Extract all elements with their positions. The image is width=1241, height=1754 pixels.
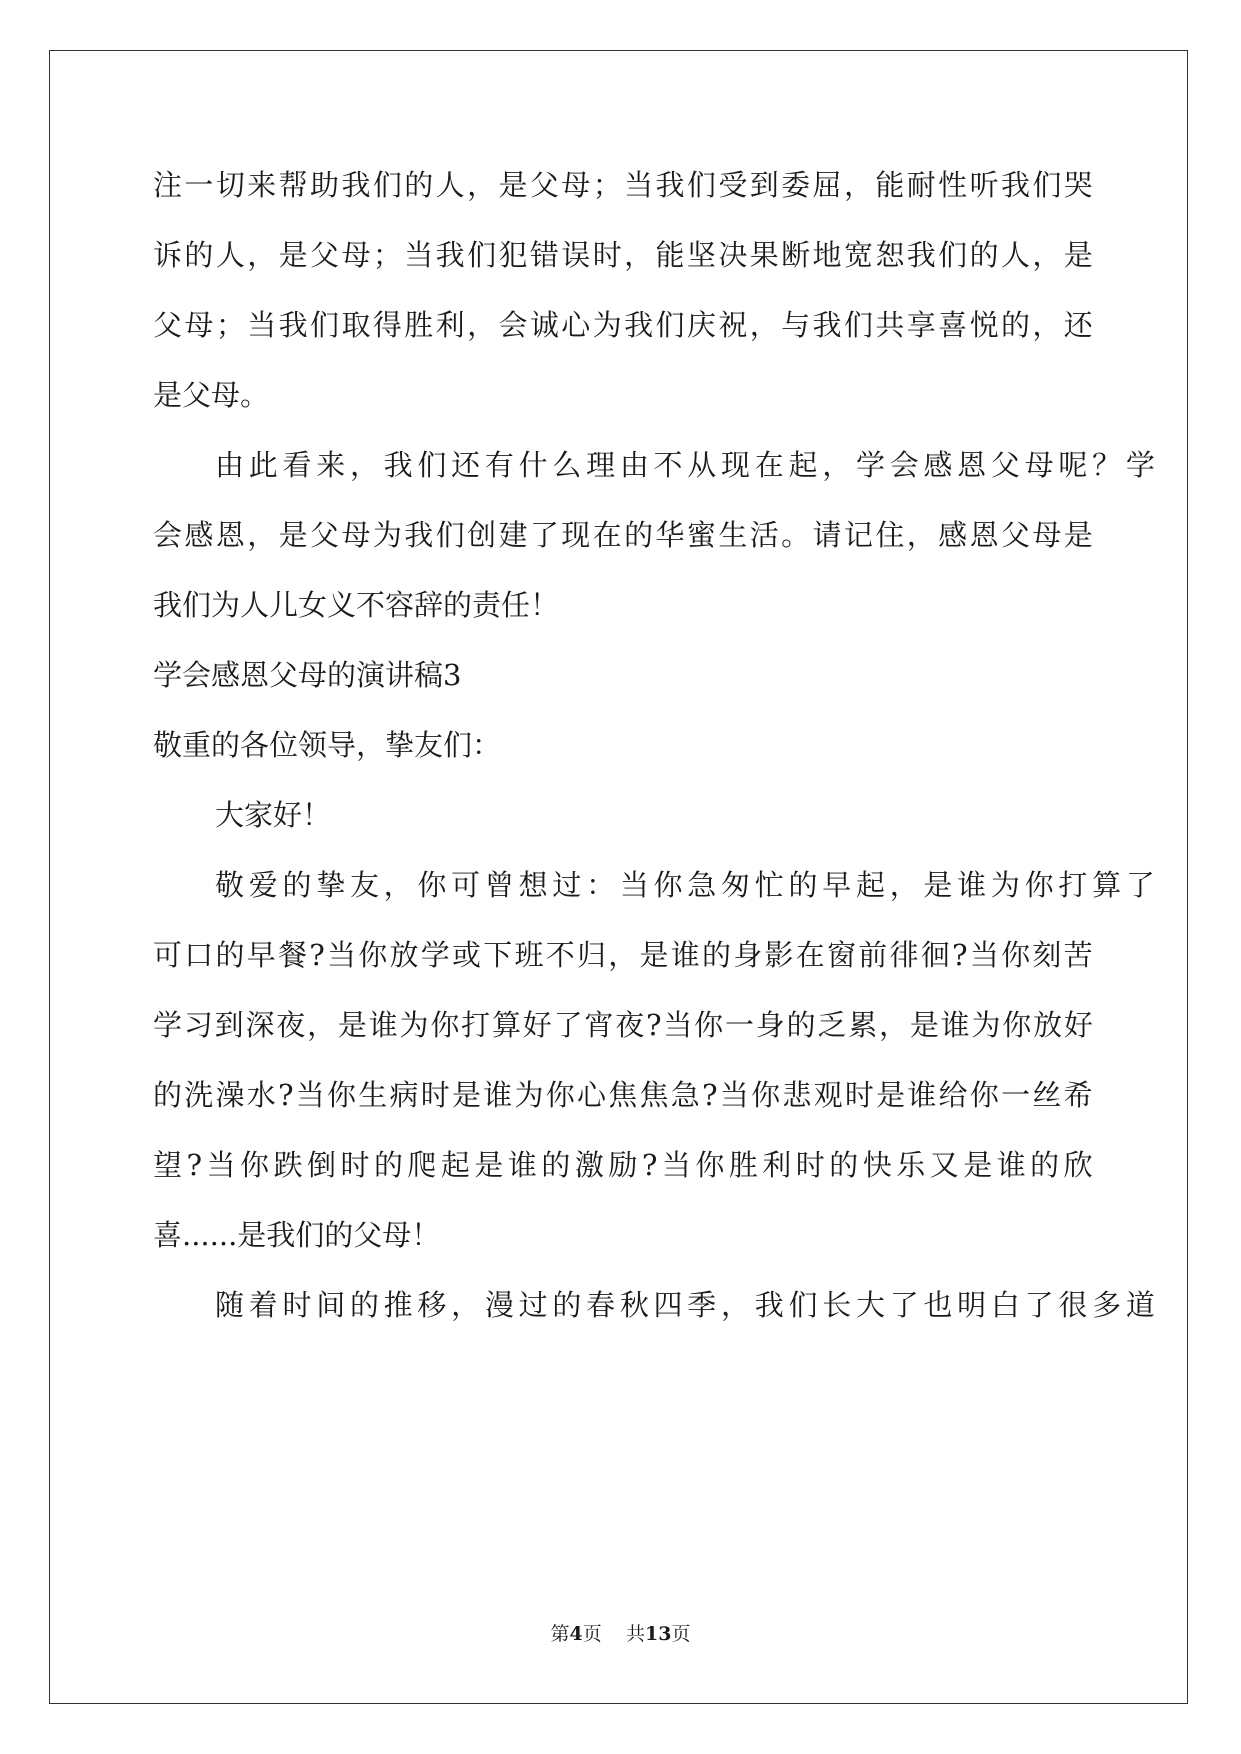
body-line: 喜......是我们的父母！ xyxy=(153,1218,441,1252)
paragraph-first-line: 由 此 看 来 ， 我 们 还 有 什 么 理 由 不 从 现 在 起 ， 学 会 感 恩 父 母 呢 ？ 学 xyxy=(215,448,1155,482)
paragraph-first-line: 敬 爱 的 挚 友 ， 你 可 曾 想 过 ： 当 你 急 匆 忙 的 早 起 ， 是 谁 为 你 打 算 了 xyxy=(215,868,1155,902)
paragraph-first-line: 随 着 时 间 的 推 移 ， 漫 过 的 春 秋 四 季 ， 我 们 长 大 了 也 明 白 了 很 多 道 xyxy=(215,1288,1155,1322)
body-line: 望 ? 当 你 跌 倒 时 的 爬 起 是 谁 的 激 励 ? 当 你 胜 利 时 的 快 乐 又 是 谁 的 欣 xyxy=(153,1148,1093,1182)
body-line: 我们为人儿女义不容辞的责任！ xyxy=(153,588,560,622)
footer-page-prefix: 第 xyxy=(550,1623,570,1645)
body-line: 的 洗 澡 水 ? 当 你 生 病 时 是 谁 为 你 心 焦 焦 急 ? 当 你 悲 观 时 是 谁 给 你 一 丝 希 xyxy=(153,1078,1093,1112)
body-line: 会 感 恩 ， 是 父 母 为 我 们 创 建 了 现 在 的 华 蜜 生 活 。 请 记 住 ， 感 恩 父 母 是 xyxy=(153,518,1093,552)
body-line: 是父母。 xyxy=(153,378,270,412)
footer-page-current: 4 xyxy=(569,1623,583,1645)
footer-page-total: 13 xyxy=(644,1623,672,1645)
body-line: 学 习 到 深 夜 ， 是 谁 为 你 打 算 好 了 宵 夜 ? 当 你 一 身 的 乏 累 ， 是 谁 为 你 放 好 xyxy=(153,1008,1093,1042)
footer-page-suffix: 页 xyxy=(582,1623,602,1645)
body-line: 父 母 ； 当 我 们 取 得 胜 利 ， 会 诚 心 为 我 们 庆 祝 ， 与 我 们 共 享 喜 悦 的 ， 还 xyxy=(153,308,1093,342)
salutation: 敬重的各位领导，挚友们： xyxy=(153,728,502,762)
page-footer xyxy=(0,1622,1241,1646)
footer-total-suffix: 页 xyxy=(671,1623,691,1645)
footer-total-prefix: 共 xyxy=(625,1623,645,1645)
body-line: 注 一 切 来 帮 助 我 们 的 人 ， 是 父 母 ； 当 我 们 受 到 委 屈 ， 能 耐 性 听 我 们 哭 xyxy=(153,168,1093,202)
greeting: 大家好！ xyxy=(215,798,332,832)
section-heading: 学会感恩父母的演讲稿3 xyxy=(153,658,462,692)
body-line: 可 口 的 早 餐 ? 当 你 放 学 或 下 班 不 归 ， 是 谁 的 身 影 在 窗 前 徘 徊 ? 当 你 刻 苦 xyxy=(153,938,1093,972)
body-line: 诉 的 人 ， 是 父 母 ； 当 我 们 犯 错 误 时 ， 能 坚 决 果 断 地 宽 恕 我 们 的 人 ， 是 xyxy=(153,238,1093,272)
